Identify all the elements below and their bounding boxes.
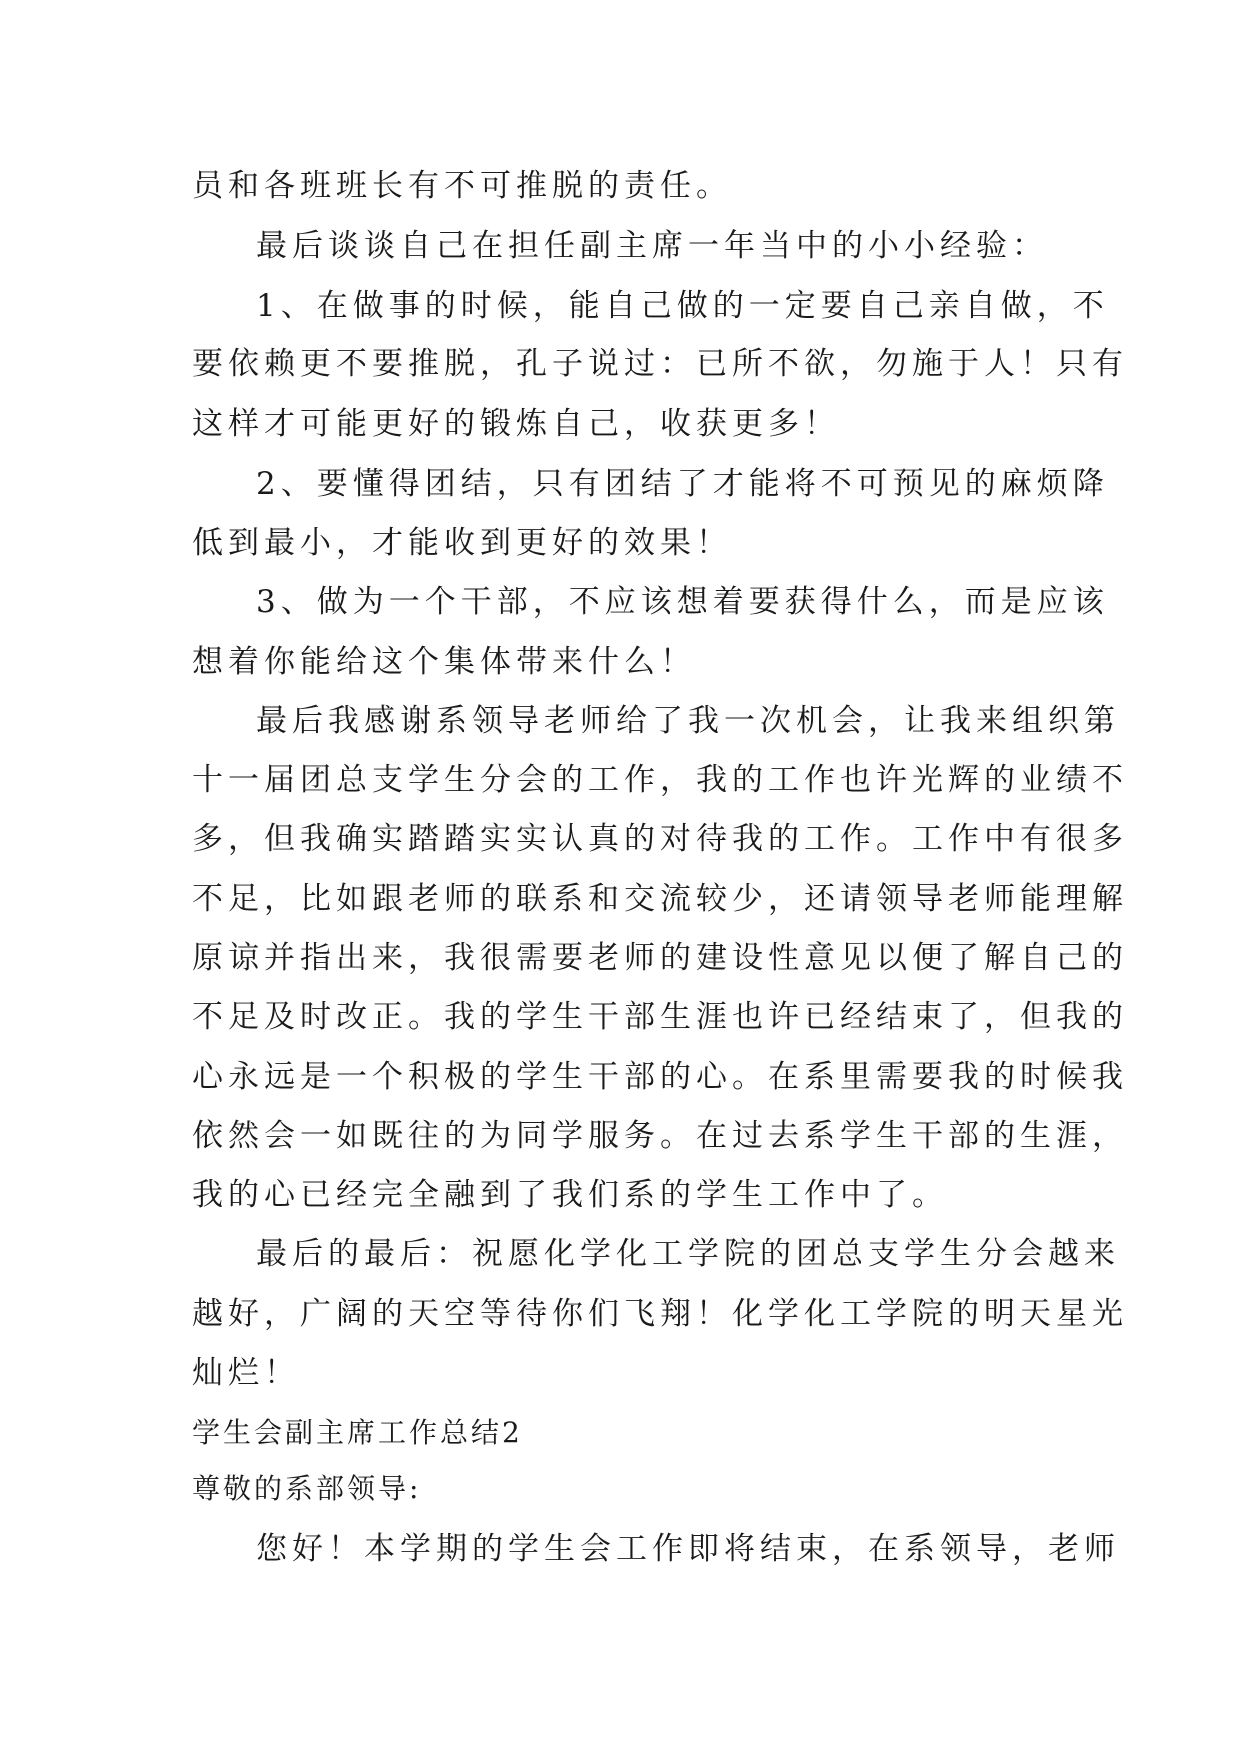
paragraph-line: 1、在做事的时候，能自己做的一定要自己亲自做，不 [256, 288, 1109, 324]
paragraph-line: 最后的最后：祝愿化学化工学院的团总支学生分会越来 [256, 1236, 1120, 1272]
paragraph-line: 这样才可能更好的锻炼自己，收获更多！ [192, 406, 840, 442]
paragraph-line: 员和各班班长有不可推脱的责任。 [192, 168, 732, 204]
paragraph-line: 最后谈谈自己在担任副主席一年当中的小小经验： [256, 228, 1048, 264]
paragraph-line: 心永远是一个积极的学生干部的心。在系里需要我的时候我 [192, 1059, 1128, 1095]
paragraph-line: 不足，比如跟老师的联系和交流较少，还请领导老师能理解 [192, 881, 1128, 917]
paragraph-line: 不足及时改正。我的学生干部生涯也许已经结束了，但我的 [192, 999, 1128, 1035]
paragraph-line: 依然会一如既往的为同学服务。在过去系学生干部的生涯， [192, 1118, 1128, 1154]
paragraph-line: 2、要懂得团结，只有团结了才能将不可预见的麻烦降 [256, 466, 1109, 502]
section-heading: 学生会副主席工作总结2 [192, 1416, 523, 1449]
paragraph-line: 低到最小，才能收到更好的效果！ [192, 525, 732, 561]
paragraph-line: 多，但我确实踏踏实实认真的对待我的工作。工作中有很多 [192, 821, 1128, 857]
paragraph-line: 我的心已经完全融到了我们系的学生工作中了。 [192, 1177, 948, 1213]
paragraph-line: 原谅并指出来，我很需要老师的建设性意见以便了解自己的 [192, 940, 1128, 976]
paragraph-line: 最后我感谢系领导老师给了我一次机会，让我来组织第 [256, 703, 1120, 739]
salutation: 尊敬的系部领导: [192, 1472, 422, 1505]
paragraph-line: 3、做为一个干部，不应该想着要获得什么，而是应该 [256, 584, 1109, 620]
paragraph-line: 越好，广阔的天空等待你们飞翔！化学化工学院的明天星光 [192, 1296, 1128, 1332]
paragraph-line: 您好！本学期的学生会工作即将结束，在系领导，老师 [256, 1531, 1120, 1567]
paragraph-line: 要依赖更不要推脱，孔子说过：已所不欲，勿施于人！只有 [192, 346, 1128, 382]
paragraph-line: 灿烂！ [192, 1355, 300, 1391]
paragraph-line: 想着你能给这个集体带来什么！ [192, 644, 696, 680]
paragraph-line: 十一届团总支学生分会的工作，我的工作也许光辉的业绩不 [192, 762, 1128, 798]
